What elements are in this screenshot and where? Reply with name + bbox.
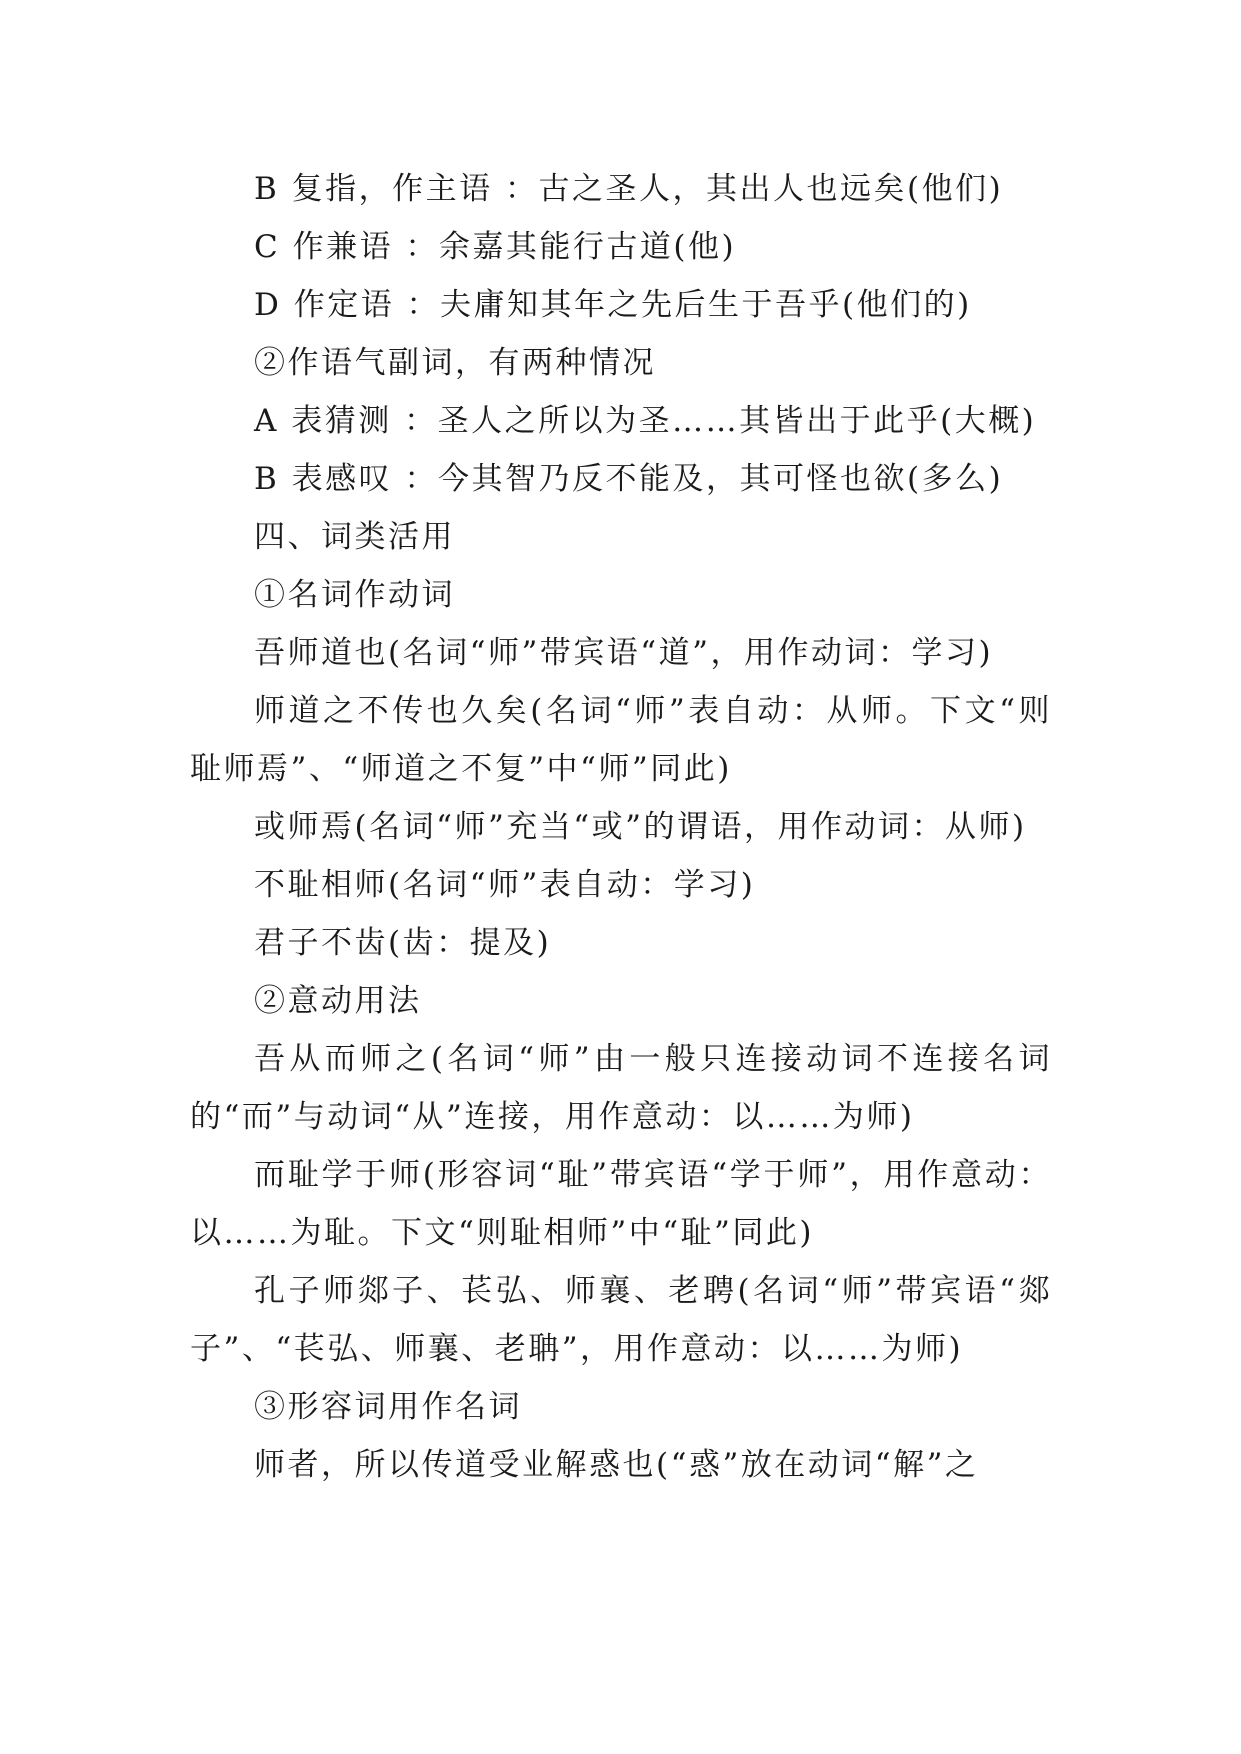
subheading-adjective-as-noun: ③形容词用作名词 <box>254 1389 522 1425</box>
subheading-putative-usage: ②意动用法 <box>254 983 422 1019</box>
paragraph-pronoun-pivot: C 作兼语 ：余嘉其能行古道(他) <box>254 229 737 265</box>
example-paragraph: 孔子师郯子、苌弘、师襄、老聘(名词“师”带宾语“郯子”、“苌弘、师襄、老聃”，用作意动：以……为师) <box>190 1273 1052 1367</box>
example-paragraph: 吾从而师之(名词“师”由一般只连接动词不连接名词的“而”与动词“从”连接，用作意动：以……为师) <box>190 1041 1052 1135</box>
example-paragraph: 师道之不传也久矣(名词“师”表自动：从师。下文“则耻师焉”、“师道之不复”中“师”同此) <box>190 693 1052 787</box>
paragraph-pronoun-attributive: D 作定语 ：夫庸知其年之先后生于吾乎(他们的) <box>254 287 972 323</box>
example-paragraph: 不耻相师(名词“师”表自动：学习) <box>254 867 756 903</box>
example-paragraph: 君子不齿(齿：提及) <box>254 925 552 961</box>
example-paragraph: 吾师道也(名词“师”带宾语“道”，用作动词：学习) <box>254 635 994 671</box>
subheading-noun-as-verb: ①名词作动词 <box>254 577 455 613</box>
section-heading-word-class: 四、词类活用 <box>254 519 455 555</box>
paragraph-exclamation: B 表感叹 ：今其智乃反不能及，其可怪也欲(多么) <box>254 461 1004 497</box>
example-paragraph: 师者，所以传道受业解惑也(“惑”放在动词“解”之 <box>254 1447 979 1483</box>
example-paragraph: 而耻学于师(形容词“耻”带宾语“学于师”，用作意动：以……为耻。下文“则耻相师”中“耻”同此) <box>190 1157 1052 1251</box>
example-paragraph: 或师焉(名词“师”充当“或”的谓语，用作动词：从师) <box>254 809 1027 845</box>
paragraph-pronoun-subject: B 复指，作主语 ：古之圣人，其出人也远矣(他们) <box>254 171 1004 207</box>
document-page <box>190 160 1052 1494</box>
heading-modal-adverb: ②作语气副词，有两种情况 <box>254 345 656 381</box>
paragraph-guess: A 表猜测 ：圣人之所以为圣……其皆出于此乎(大概) <box>254 403 1037 439</box>
